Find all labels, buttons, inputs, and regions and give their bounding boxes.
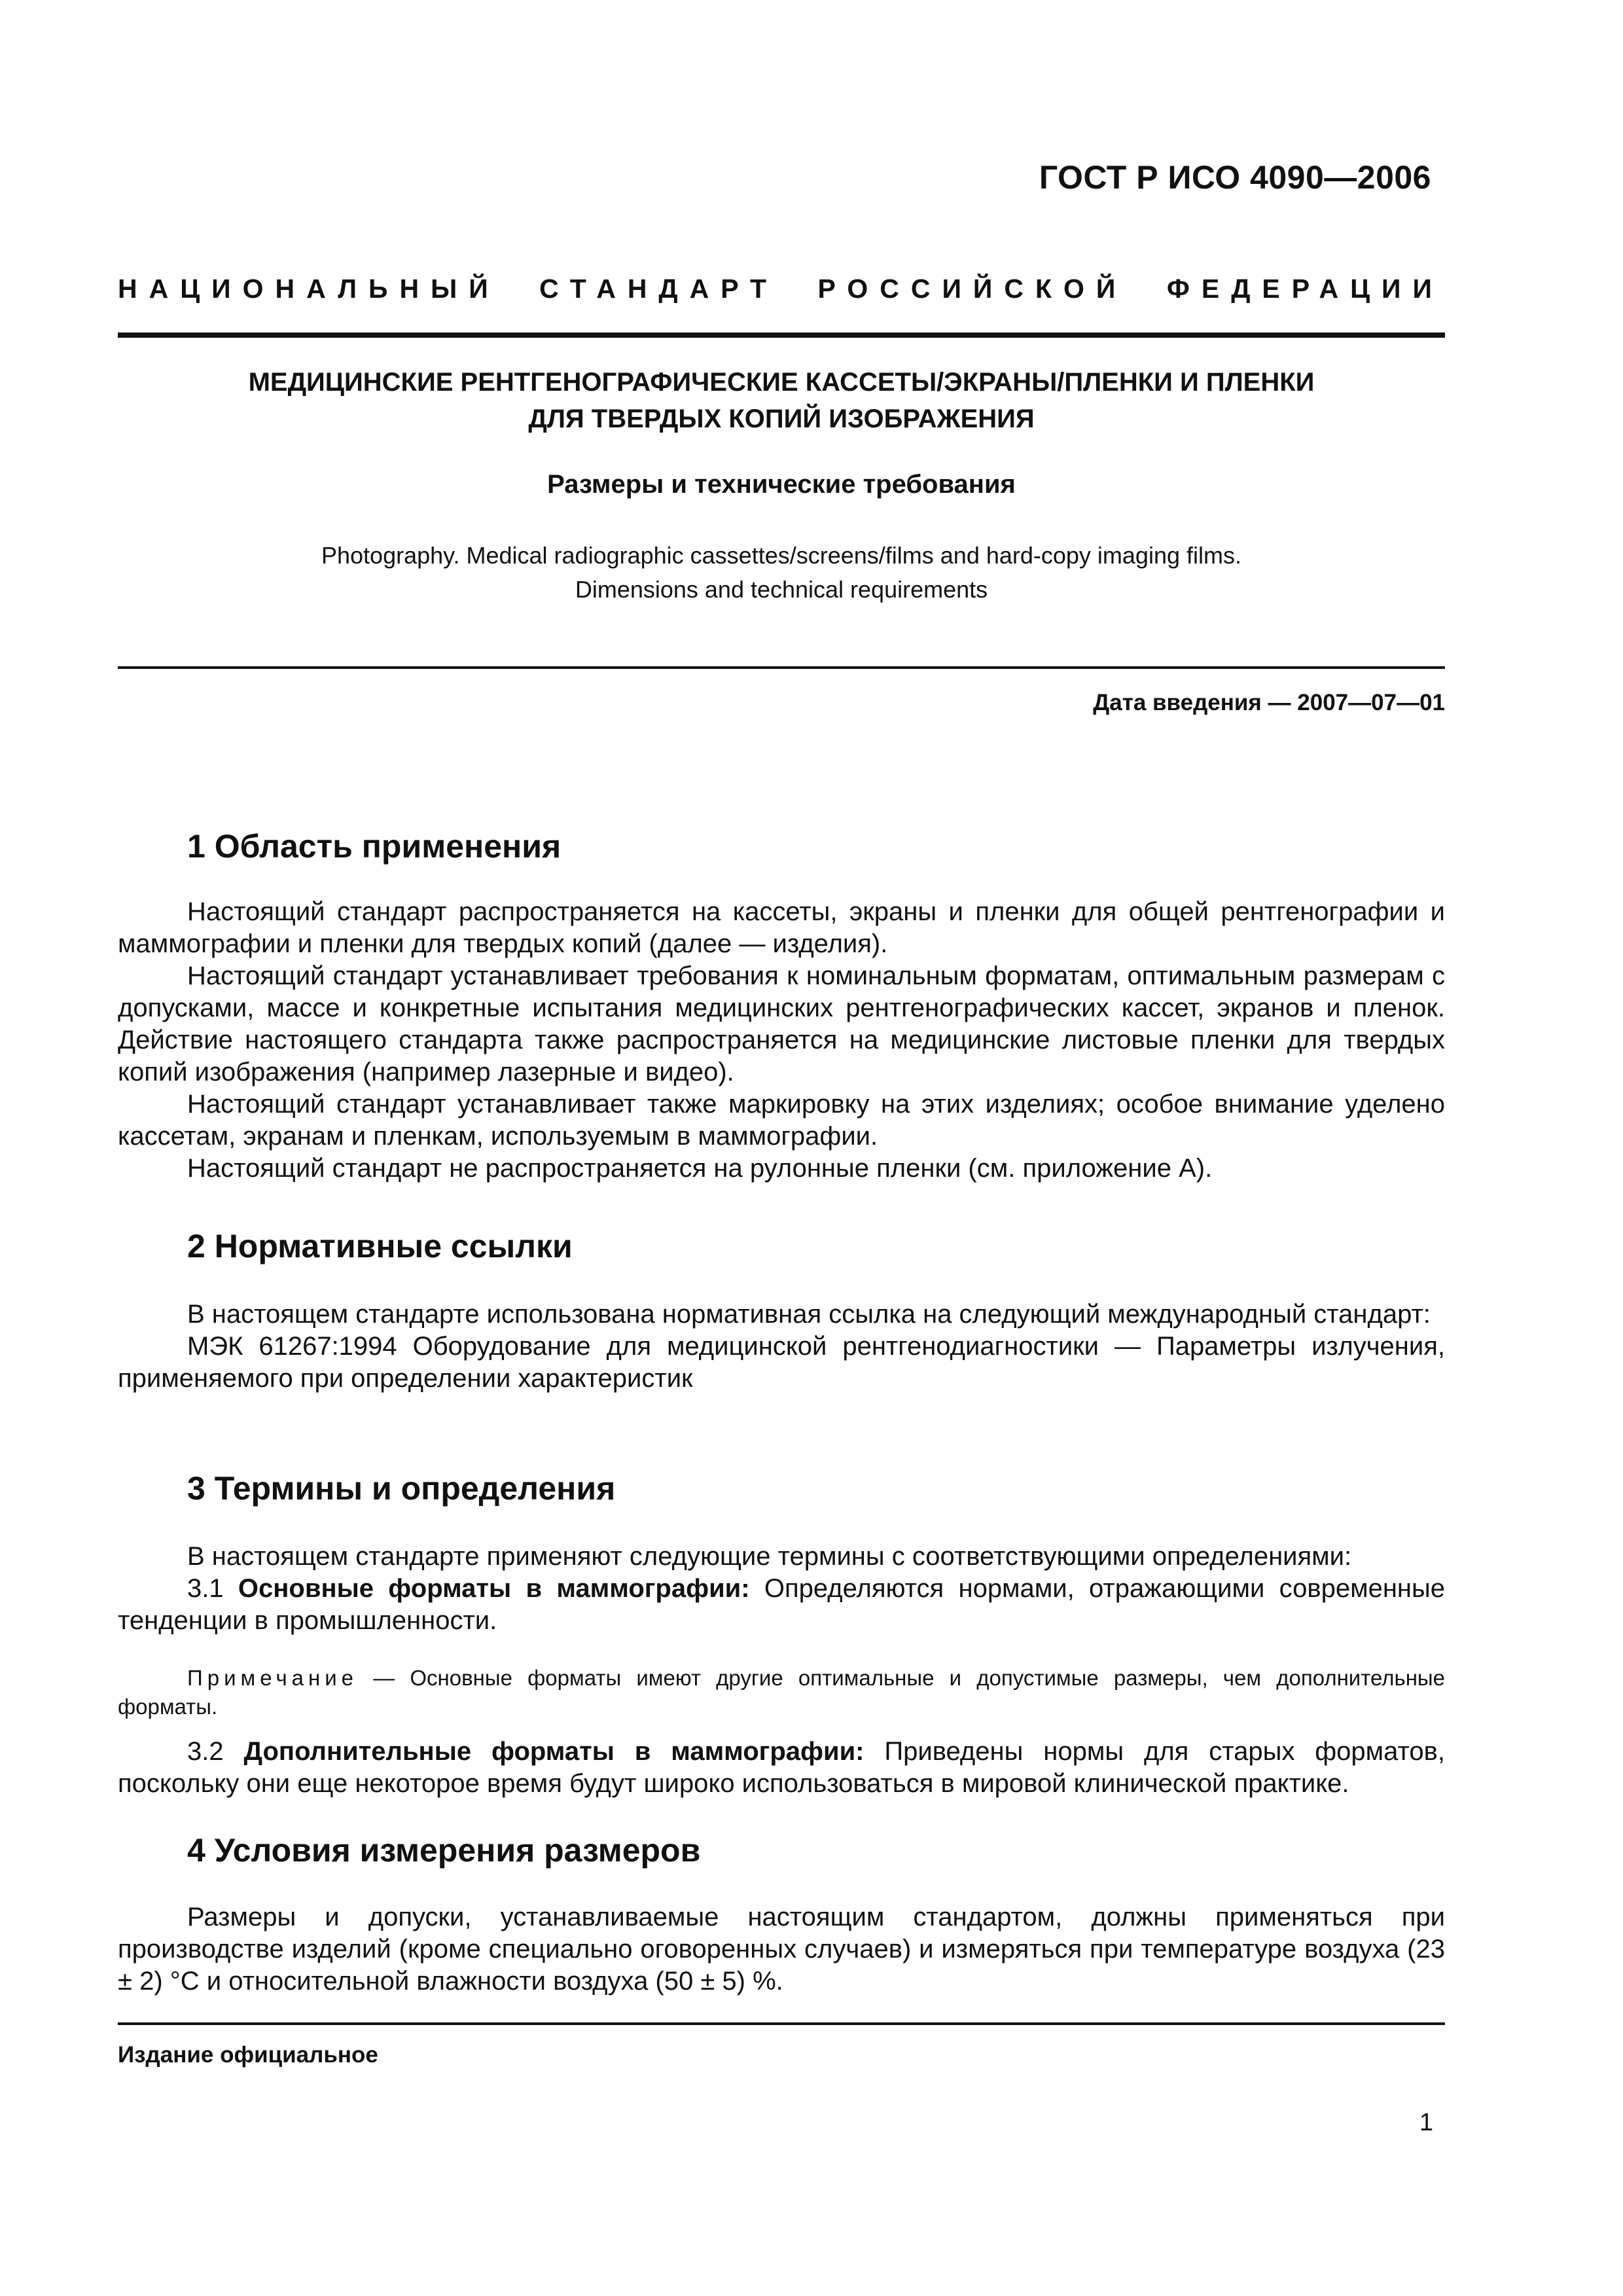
term-text: Приведены нормы для старых форматов, поскольку они еще некоторое время будут широко использоваться в мировой клинической практике. (118, 1737, 1445, 1798)
note-block (118, 1664, 1445, 1721)
title-line: ДЛЯ ТВЕРДЫХ КОПИЙ ИЗОБРАЖЕНИЯ (528, 404, 1035, 433)
paragraph: Настоящий стандарт не распространяется на рулонные пленки (см. приложение А). (187, 1154, 1213, 1183)
section-heading-terms: 3 Термины и определения (187, 1470, 616, 1507)
english-title (118, 539, 1445, 607)
section-heading-measurement: 4 Условия измерения размеров (187, 1832, 701, 1869)
official-edition-label: Издание официальное (118, 2042, 378, 2068)
section-terms-body (118, 1541, 1445, 1637)
section-references-body (118, 1299, 1445, 1395)
national-word: НАЦИОНАЛЬНЫЙ (118, 274, 500, 304)
term-number: 3.1 (187, 1574, 238, 1603)
paragraph: МЭК 61267:1994 Оборудование для медицинской рентгенодиагностики — Параметры излучения, применяемого при определении характеристик (118, 1332, 1445, 1393)
section-heading-scope: 1 Область применения (187, 828, 562, 865)
title-divider (118, 666, 1445, 669)
note (118, 1664, 1445, 1721)
section-terms-body-2 (118, 1736, 1445, 1800)
title-line: МЕДИЦИНСКИЕ РЕНТГЕНОГРАФИЧЕСКИЕ КАССЕТЫ/ЭКРАНЫ/ПЛЕНКИ И ПЛЕНКИ (248, 368, 1315, 397)
page-number: 1 (1419, 2109, 1433, 2136)
section-scope-body (118, 896, 1445, 1185)
national-word: РОССИЙСКОЙ (817, 274, 1128, 304)
paragraph: Настоящий стандарт устанавливает также маркировку на этих изделиях; особое внимание уделено кассетам, экранам и пленкам, используемым в маммографии. (118, 1090, 1445, 1151)
document-title (118, 364, 1445, 437)
term-name: Дополнительные форматы в маммографии: (243, 1737, 865, 1766)
paragraph: В настоящем стандарте использована нормативная ссылка на следующий международный стандарт: (187, 1300, 1431, 1329)
note-label: Примечание (187, 1666, 359, 1690)
paragraph: Настоящий стандарт распространяется на кассеты, экраны и пленки для общей рентгенографии и маммографии и пленки для твердых копий (далее — изделия). (118, 897, 1445, 958)
term-definition (118, 1736, 1445, 1800)
national-word: СТАНДАРТ (539, 274, 779, 304)
term-name: Основные форматы в маммографии: (238, 1574, 750, 1603)
national-word: ФЕДЕРАЦИИ (1166, 274, 1444, 304)
section-heading-references: 2 Нормативные ссылки (187, 1228, 573, 1265)
paragraph: Настоящий стандарт устанавливает требования к номинальным форматам, оптимальным размерам с допусками, массе и конкретные испытания медицинских рентгенографических кассет, экранов и пленок. Действие настоящего стандарта также распространяется на медицинские листовые пленки для твердых копий изображения (например лазерные и видео). (118, 961, 1445, 1086)
footer-divider (118, 2022, 1445, 2025)
english-title-line: Photography. Medical radiographic cassettes/screens/films and hard-copy imaging films. (321, 542, 1241, 569)
note-text: — Основные форматы имеют другие оптимальные и допустимые размеры, чем дополнительные форматы. (118, 1666, 1445, 1719)
paragraph: Размеры и допуски, устанавливаемые настоящим стандартом, должны применяться при производстве изделий (кроме специально оговоренных случаев) и измеряться при температуре воздуха (23 ± 2) °С и относительной влажности воздуха (50 ± 5) %. (118, 1903, 1445, 1996)
header-divider (118, 332, 1445, 338)
english-title-line: Dimensions and technical requirements (575, 576, 988, 603)
term-definition (118, 1573, 1445, 1637)
standard-code: ГОСТ Р ИСО 4090—2006 (1039, 159, 1431, 196)
term-number: 3.2 (187, 1737, 244, 1766)
introduction-date: Дата введения — 2007—07—01 (1093, 690, 1445, 715)
section-measurement-body (118, 1901, 1445, 1998)
paragraph: В настоящем стандарте применяют следующие термины с соответствующими определениями: (187, 1542, 1352, 1571)
document-subtitle: Размеры и технические требования (547, 470, 1016, 499)
term-text: Определяются нормами, отражающими современные тенденции в промышленности. (118, 1574, 1445, 1635)
national-standard-banner (118, 274, 1444, 304)
